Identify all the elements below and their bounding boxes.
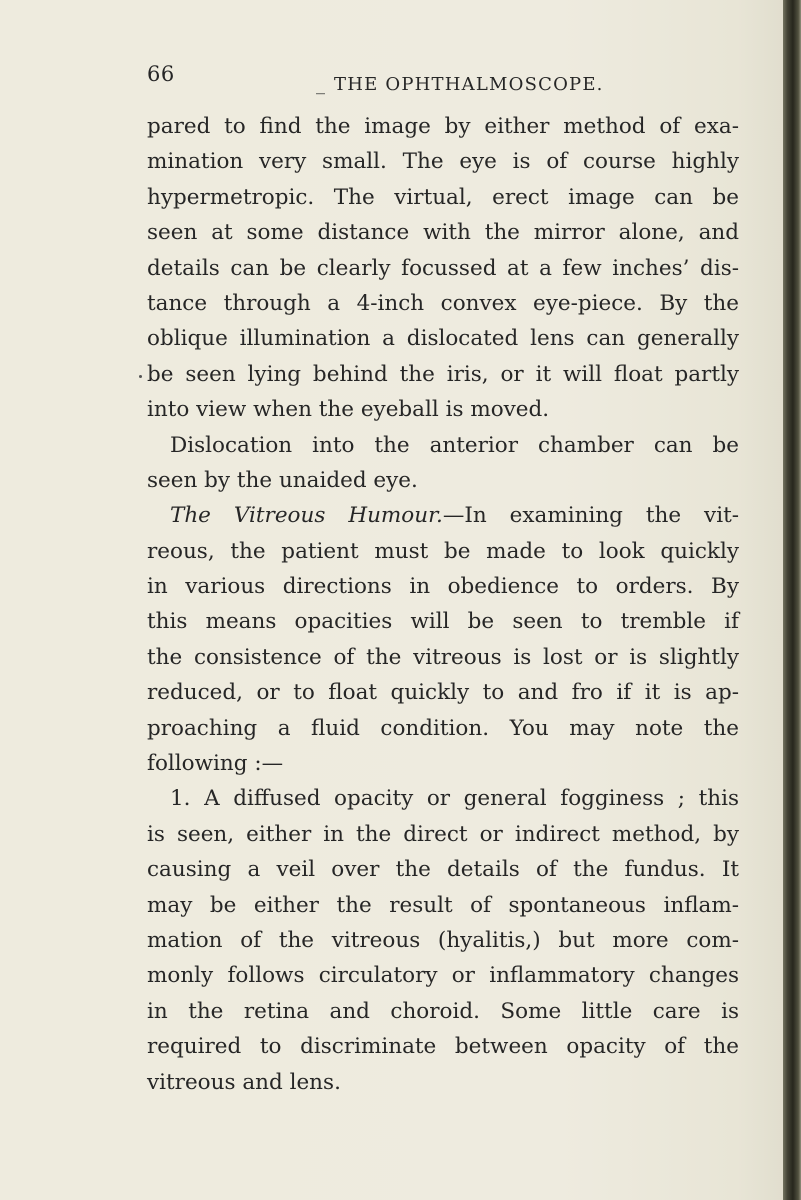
text-line: may be either the result of spontaneous inflam- <box>147 892 739 918</box>
running-head: THE OPHTHALMOSCOPE. <box>334 74 604 95</box>
text-line: mination very small. The eye is of course highly <box>147 149 739 175</box>
text-line: reduced, or to float quickly to and fro if it is ap- <box>147 680 739 706</box>
text-fragment: —In examining the vit- <box>442 503 739 529</box>
text-line: be seen lying behind the iris, or it will float partly <box>147 361 739 387</box>
stray-ink-mark <box>139 375 142 378</box>
header-dash: _ <box>316 74 325 95</box>
text-line: seen at some distance with the mirror alone, and <box>147 220 739 246</box>
text-line: in various directions in obedience to orders. By <box>147 574 739 600</box>
text-line: tance through a 4-inch convex eye-piece. By the <box>147 290 739 316</box>
text-line: pared to find the image by either method of exa- <box>147 114 739 139</box>
text-line: causing a veil over the details of the fundus. It <box>147 857 739 883</box>
text-line: proaching a fluid condition. You may note the <box>147 715 739 741</box>
text-line: this means opacities will be seen to tremble if <box>147 609 739 635</box>
text-line: required to discriminate between opacity of the <box>147 1034 739 1060</box>
text-line: monly follows circulatory or inflammatory changes <box>147 963 739 989</box>
text-line: mation of the vitreous (hyalitis,) but more com- <box>147 927 739 953</box>
section-heading: The Vitreous Humour. <box>170 503 443 529</box>
book-gutter-edge <box>783 0 801 1200</box>
text-line: hypermetropic. The virtual, erect image can be <box>147 184 739 210</box>
text-line: vitreous and lens. <box>147 1069 341 1095</box>
text-line: details can be clearly focussed at a few inches’ dis- <box>147 255 739 281</box>
section-heading-line <box>147 498 739 533</box>
text-line: reous, the patient must be made to look quickly <box>147 538 739 564</box>
text-line: into view when the eyeball is moved. <box>147 397 550 423</box>
page-header <box>0 62 801 102</box>
text-line: the consistence of the vitreous is lost or is slightly <box>147 644 739 670</box>
body-text <box>147 109 739 1100</box>
text-line: oblique illumination a dislocated lens can generally <box>147 326 739 352</box>
list-item-line: 1. A diffused opacity or general fogginess ; this <box>170 786 739 812</box>
text-line: is seen, either in the direct or indirect method, by <box>147 821 739 847</box>
text-line: seen by the unaided eye. <box>147 467 418 493</box>
text-line: following :— <box>147 751 284 777</box>
page-number: 66 <box>147 62 175 86</box>
text-line: in the retina and choroid. Some little care is <box>147 998 739 1024</box>
text-line: Dislocation into the anterior chamber can be <box>170 432 739 458</box>
